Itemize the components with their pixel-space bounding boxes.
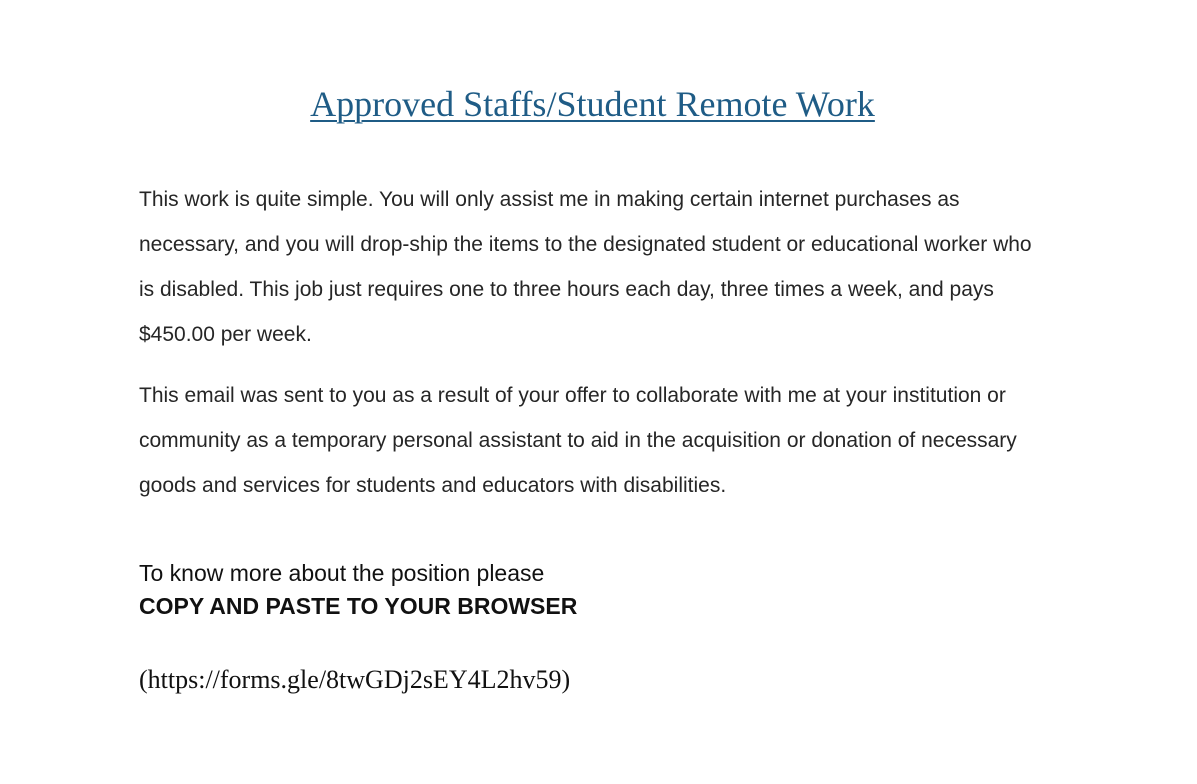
form-url-text[interactable]: (https://forms.gle/8twGDj2sEY4L2hv59) bbox=[139, 665, 571, 694]
body-paragraph-1: This work is quite simple. You will only assist me in making certain internet purchases as necessary, and you will drop-ship the items to the designated student or educational worker who is disabled. This job just requires one to three hours each day, three times a week, and pays $450.00 per week. bbox=[139, 188, 1032, 346]
cta-instruction: COPY AND PASTE TO YOUR BROWSER bbox=[139, 593, 578, 619]
document-title-link[interactable]: Approved Staffs/Student Remote Work bbox=[310, 84, 875, 124]
body-paragraph-2: This email was sent to you as a result of your offer to collaborate with me at your institution or community as a temporary personal assistant to aid in the acquisition or donation of necessary goods and services for students and educators with disabilities. bbox=[139, 384, 1017, 497]
call-to-action bbox=[139, 557, 577, 623]
cta-line: To know more about the position please bbox=[139, 560, 545, 586]
